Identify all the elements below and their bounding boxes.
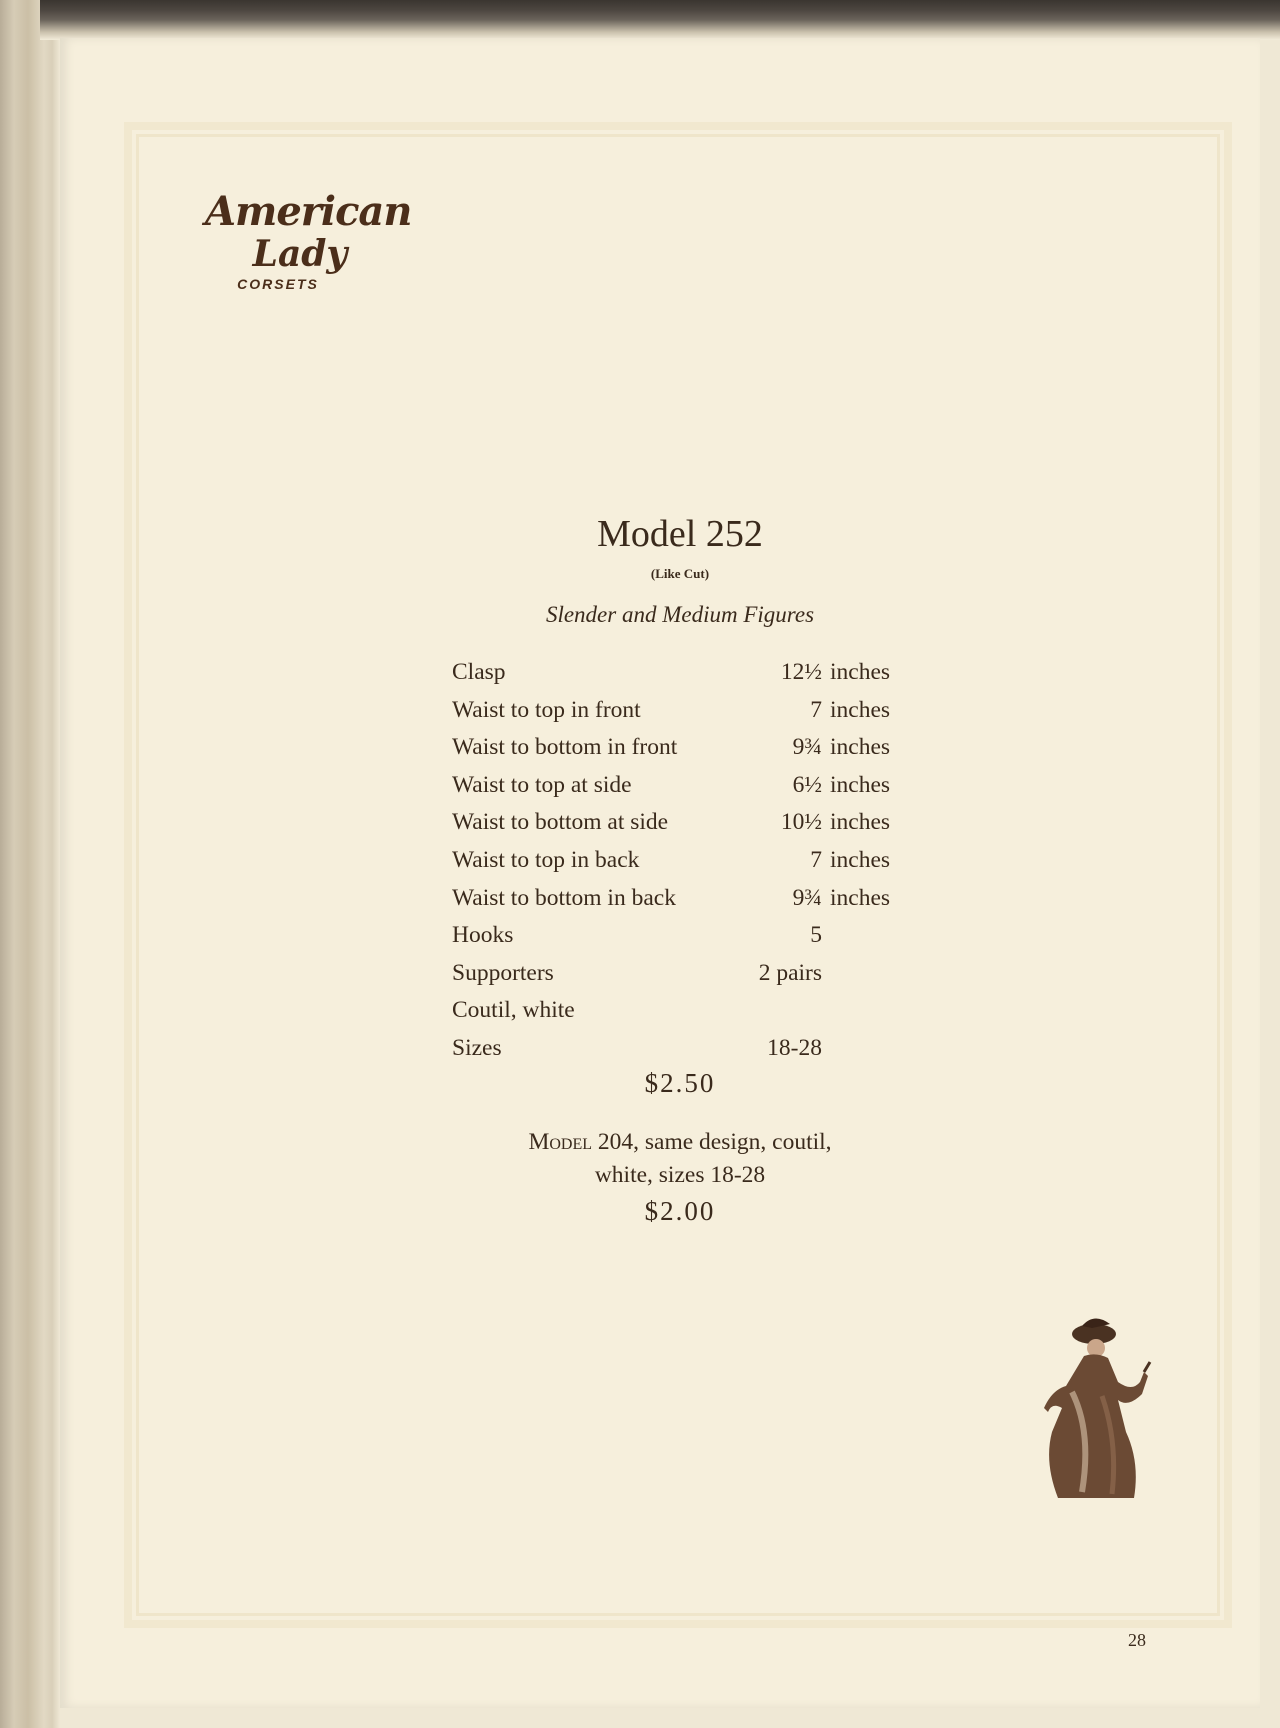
spec-label: Hooks — [452, 922, 514, 949]
spec-value: 6½ — [792, 771, 822, 798]
spec-value: 2 pairs — [758, 959, 822, 986]
american-lady-logo — [205, 188, 412, 292]
spec-row — [452, 842, 902, 880]
spec-row — [452, 654, 902, 692]
alternate-model-line-2: white, sizes 18-28 — [594, 1162, 766, 1188]
spec-label: Waist to bottom in back — [452, 884, 676, 911]
spec-row — [452, 804, 902, 842]
price-model-252: $2.50 — [644, 1068, 716, 1098]
spec-unit: inches — [830, 846, 891, 873]
spec-unit: inches — [830, 884, 891, 911]
spec-value: 9¾ — [792, 884, 822, 911]
spec-table — [452, 654, 902, 1068]
spec-unit: inches — [830, 696, 891, 723]
spec-row — [452, 917, 902, 955]
spec-value: 7 — [810, 696, 822, 723]
spec-row — [452, 1030, 902, 1068]
logo-line-lady: Lady — [252, 233, 348, 275]
spec-label: Waist to bottom in front — [452, 734, 678, 761]
spec-label: Coutil, white — [452, 997, 575, 1024]
spec-row — [452, 767, 902, 805]
spec-value: 5 — [810, 922, 822, 949]
spec-unit: inches — [830, 809, 891, 836]
spec-value — [752, 992, 830, 1030]
spec-label: Sizes — [452, 1034, 502, 1061]
model-title: Model 252 — [597, 513, 763, 555]
spec-label: Waist to top in back — [452, 846, 640, 873]
spec-label: Waist to top in front — [452, 696, 641, 723]
spec-value: 12½ — [780, 659, 822, 685]
spec-label: Supporters — [452, 959, 554, 986]
spec-label: Waist to bottom at side — [452, 809, 669, 836]
spec-value: 9¾ — [792, 734, 822, 761]
spec-unit — [830, 917, 902, 955]
spec-unit — [830, 1030, 902, 1068]
logo-line-american: American — [205, 188, 412, 235]
spec-value: 18-28 — [767, 1034, 822, 1061]
model-subtitle: (Like Cut) — [650, 566, 710, 581]
alternate-model-line-1 — [400, 1129, 960, 1156]
page-top-edge — [40, 0, 1280, 40]
spec-value: 10½ — [780, 809, 822, 836]
spec-unit — [830, 992, 902, 1030]
page-number: 28 — [1128, 1630, 1146, 1650]
spec-row — [452, 692, 902, 730]
alternate-model-word: Model — [528, 1129, 592, 1155]
spec-label: Waist to top at side — [452, 771, 632, 798]
alternate-model-details: 204, same design, coutil, — [592, 1129, 832, 1155]
spec-label: Clasp — [452, 659, 506, 685]
spec-value: 7 — [810, 846, 822, 873]
lady-illustration-icon — [1022, 1312, 1162, 1502]
price-model-204: $2.00 — [644, 1196, 716, 1226]
spec-unit: inches — [830, 771, 891, 798]
figures-heading: Slender and Medium Figures — [545, 602, 815, 627]
spec-row — [452, 955, 902, 993]
spec-row — [452, 992, 902, 1030]
spec-row — [452, 729, 902, 767]
logo-line-corsets: CORSETS — [237, 276, 319, 292]
spec-unit: inches — [830, 734, 891, 761]
spec-row — [452, 880, 902, 918]
spec-unit — [830, 955, 902, 993]
spec-unit: inches — [830, 659, 891, 685]
